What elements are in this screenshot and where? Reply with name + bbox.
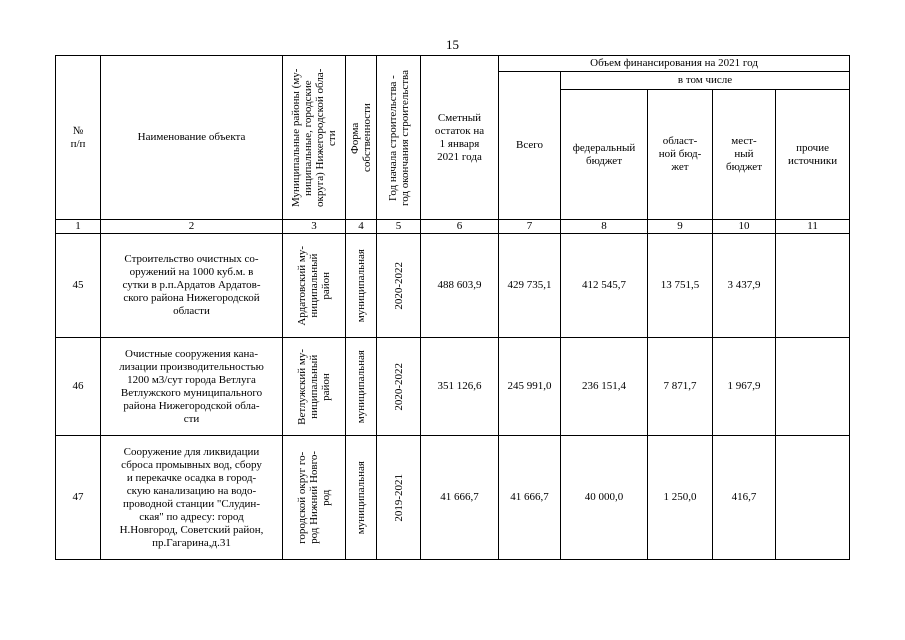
- district-cell: [283, 234, 346, 338]
- district-cell: [283, 338, 346, 436]
- header-total-text: Всего: [516, 139, 543, 151]
- header-including-text: в том числе: [677, 74, 733, 86]
- local-value: 3 437,9: [713, 234, 776, 338]
- header-no-text: № п/п: [70, 124, 86, 150]
- row-number: 45: [56, 234, 101, 338]
- page-number: 15: [446, 37, 459, 52]
- financing-table: [55, 55, 850, 560]
- ownership-text: муниципальная: [355, 460, 367, 535]
- table-row: [56, 338, 850, 436]
- header-district-text: Муниципальные районы (му- ниципальные, городские округа) Нижегородской обла- сти: [290, 68, 338, 207]
- header-financing-text: Объем финансирования на 2021 год: [590, 57, 758, 69]
- header-years: [377, 56, 421, 220]
- other-value: [776, 234, 850, 338]
- total-value: 429 735,1: [499, 234, 561, 338]
- header-total: [499, 72, 561, 220]
- column-number: 5: [377, 220, 421, 234]
- years-text: 2019-2021: [392, 473, 405, 522]
- district-text: Ветлужский му- ниципальный район: [296, 348, 332, 425]
- header-district: [283, 56, 346, 220]
- header-local-text: мест- ный бюджет: [726, 135, 762, 173]
- header-remaining: [421, 56, 499, 220]
- header-federal-text: федеральный бюджет: [572, 141, 636, 167]
- header-including: [561, 72, 850, 90]
- column-number: 10: [713, 220, 776, 234]
- district-cell: [283, 436, 346, 560]
- object-name: Строительство очистных со- оружений на 1000 куб.м. в сутки в р.п.Ардатов Ардатов- ского района Нижегородской области: [101, 234, 283, 338]
- remaining-value: 41 666,7: [421, 436, 499, 560]
- column-number: 6: [421, 220, 499, 234]
- column-number-row: [56, 220, 850, 234]
- regional-value: 1 250,0: [648, 436, 713, 560]
- regional-value: 13 751,5: [648, 234, 713, 338]
- federal-value: 40 000,0: [561, 436, 648, 560]
- header-other-text: прочие источники: [787, 141, 838, 167]
- other-value: [776, 436, 850, 560]
- remaining-value: 488 603,9: [421, 234, 499, 338]
- years-text: 2020-2022: [392, 261, 405, 310]
- years-cell: [377, 234, 421, 338]
- header-name: [101, 56, 283, 220]
- ownership-cell: [346, 234, 377, 338]
- ownership-text: муниципальная: [355, 248, 367, 323]
- remaining-value: 351 126,6: [421, 338, 499, 436]
- years-cell: [377, 436, 421, 560]
- row-number: 47: [56, 436, 101, 560]
- column-number: 3: [283, 220, 346, 234]
- header-row-1: [56, 56, 850, 72]
- column-number: 1: [56, 220, 101, 234]
- column-number: 2: [101, 220, 283, 234]
- header-ownership-text: Форма собственности: [349, 103, 373, 172]
- total-value: 245 991,0: [499, 338, 561, 436]
- header-federal: [561, 90, 648, 220]
- total-value: 41 666,7: [499, 436, 561, 560]
- regional-value: 7 871,7: [648, 338, 713, 436]
- header-name-text: Наименование объекта: [137, 131, 246, 143]
- header-years-text: Год начала строительства - год окончания строительства: [386, 69, 411, 206]
- header-regional-text: област- ной бюд- жет: [658, 135, 702, 173]
- row-number: 46: [56, 338, 101, 436]
- header-ownership: [346, 56, 377, 220]
- ownership-cell: [346, 338, 377, 436]
- local-value: 1 967,9: [713, 338, 776, 436]
- column-number: 9: [648, 220, 713, 234]
- federal-value: 236 151,4: [561, 338, 648, 436]
- ownership-text: муниципальная: [355, 349, 367, 424]
- local-value: 416,7: [713, 436, 776, 560]
- years-text: 2020-2022: [392, 362, 405, 411]
- table-row: [56, 234, 850, 338]
- header-remaining-text: Сметный остаток на 1 января 2021 года: [434, 111, 485, 163]
- header-regional: [648, 90, 713, 220]
- column-number: 4: [346, 220, 377, 234]
- years-cell: [377, 338, 421, 436]
- table-row: [56, 436, 850, 560]
- district-text: Ардатовский му- ниципальный район: [296, 245, 332, 326]
- header-other: [776, 90, 850, 220]
- header-no: [56, 56, 101, 220]
- ownership-cell: [346, 436, 377, 560]
- other-value: [776, 338, 850, 436]
- object-name: Сооружение для ликвидации сброса промывных вод, сбору и перекачке осадка в город- скую канализацию на водо- проводной станции "Слудин- ская" по адресу: город Н.Новгород, Советский район, пр.Гагарина,д.31: [101, 436, 283, 560]
- header-financing: [499, 56, 850, 72]
- object-name: Очистные сооружения кана- лизации производительностью 1200 м3/сут города Ветлуга Ветлужского муниципального района Нижегородской обла- сти: [101, 338, 283, 436]
- column-number: 11: [776, 220, 850, 234]
- column-number: 7: [499, 220, 561, 234]
- header-local: [713, 90, 776, 220]
- column-number: 8: [561, 220, 648, 234]
- district-text: городской округ го- род Нижний Новго- род: [296, 451, 332, 544]
- federal-value: 412 545,7: [561, 234, 648, 338]
